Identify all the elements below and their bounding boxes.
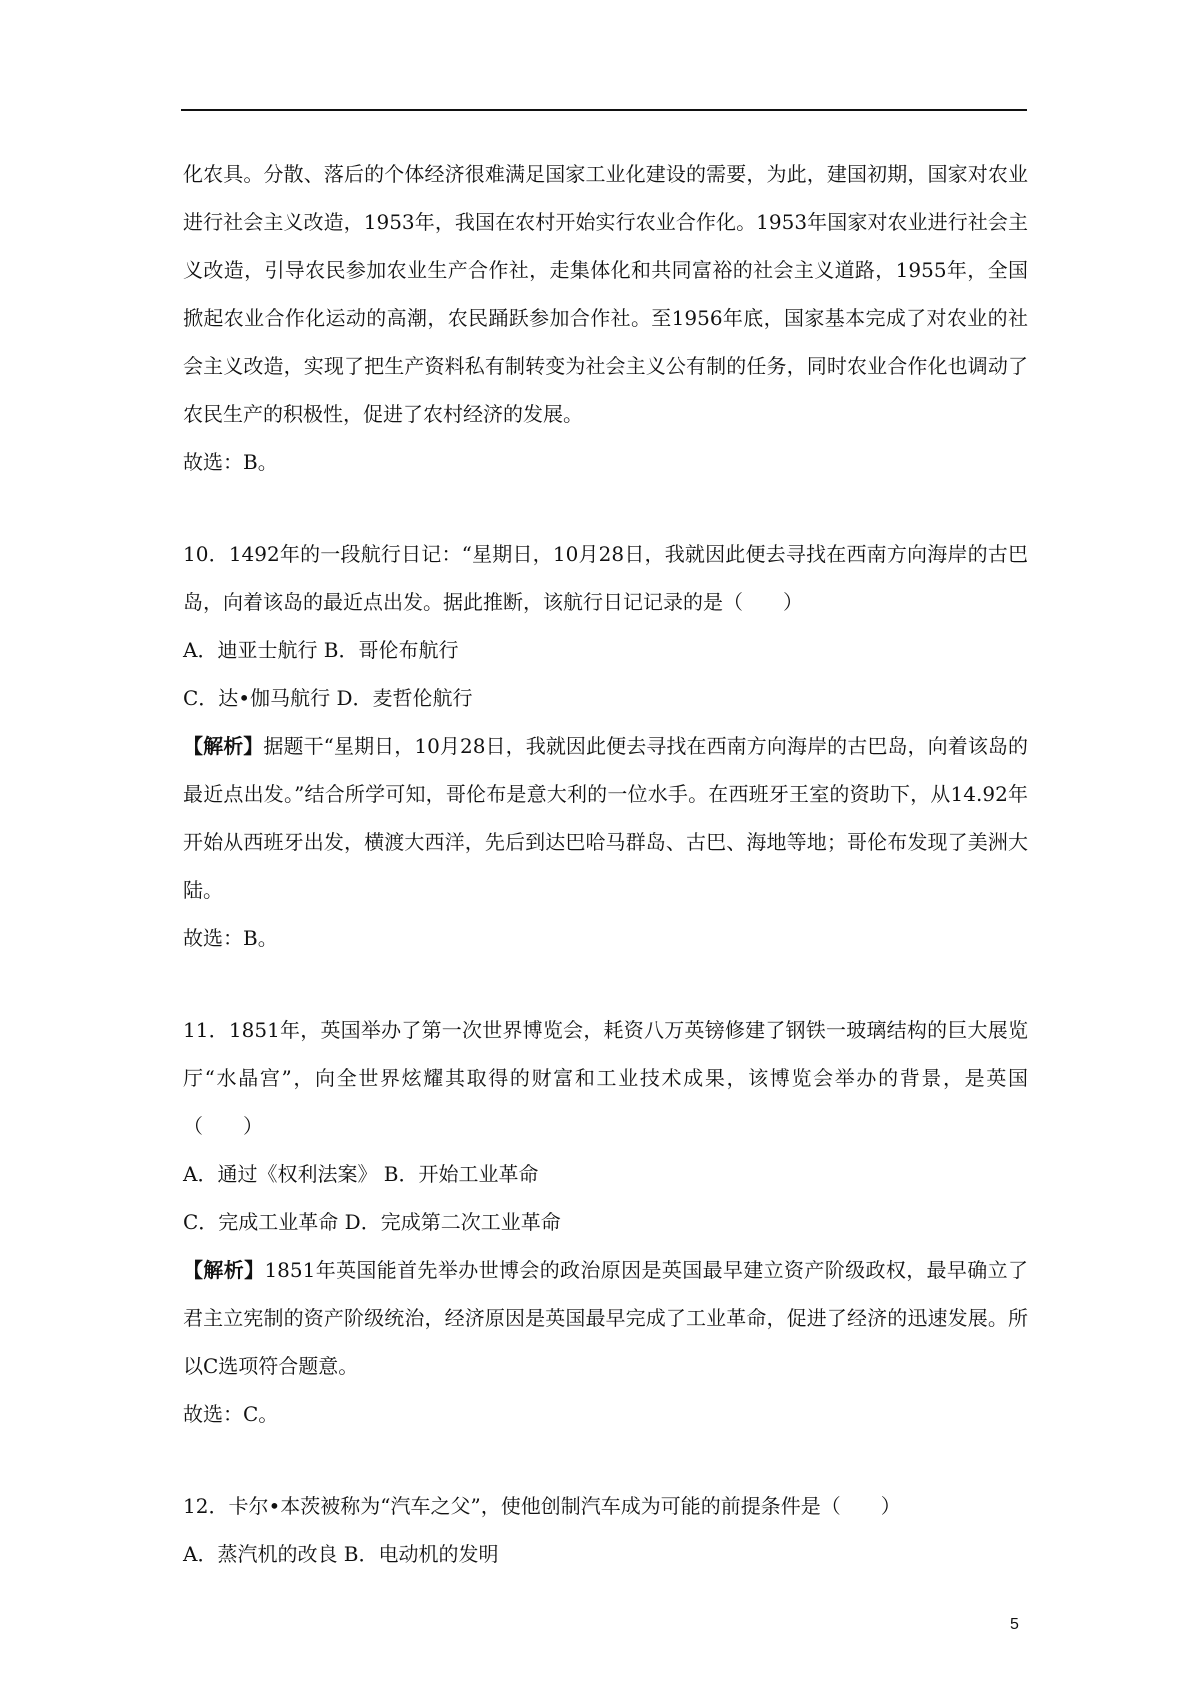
- q12-options-ab: A．蒸汽机的改良 B．电动机的发明: [183, 1542, 499, 1566]
- q10-analysis: [183, 722, 1028, 914]
- q11-stem: 11．1851年，英国举办了第一次世界博览会，耗资八万英镑修建了钢铁一玻璃结构的巨大展览厅“水晶宫”，向全世界炫耀其取得的财富和工业技术成果，该博览会举办的背景，是英国（ ）: [183, 1018, 1028, 1138]
- q9-analysis-continued: 化农具。分散、落后的个体经济很难满足国家工业化建设的需要，为此，建国初期，国家对农业进行社会主义改造，1953年，我国在农村开始实行农业合作化。1953年国家对农业进行社会主义改造，引导农民参加农业生产合作社，走集体化和共同富裕的社会主义道路，1955年，全国掀起农业合作化运动的高潮，农民踊跃参加合作社。至1956年底，国家基本完成了对农业的社会主义改造，实现了把生产资料私有制转变为社会主义公有制的任务，同时农业合作化也调动了农民生产的积极性，促进了农村经济的发展。: [183, 162, 1028, 426]
- q11-options-cd: C．完成工业革命 D．完成第二次工业革命: [183, 1210, 561, 1234]
- q11-analysis: [183, 1246, 1028, 1390]
- page-number: 5: [1010, 1616, 1019, 1633]
- spacer: [183, 1438, 1028, 1482]
- q10-analysis-text: 据题干“星期日，10月28日，我就因此便去寻找在西南方向海岸的古巴岛，向着该岛的最近点出发。”结合所学可知，哥伦布是意大利的一位水手。在西班牙王室的资助下，从14.92年开始从西班牙出发，横渡大西洋，先后到达巴哈马群岛、古巴、海地等地；哥伦布发现了美洲大陆。: [183, 734, 1029, 902]
- page-content: [183, 150, 1028, 1578]
- q10-options-cd: C．达•伽马航行 D．麦哲伦航行: [183, 686, 473, 710]
- q10-stem: 10．1492年的一段航行日记：“星期日，10月28日，我就因此便去寻找在西南方向海岸的古巴岛，向着该岛的最近点出发。据此推断，该航行日记记录的是（ ）: [183, 542, 1028, 614]
- q11-answer: 故选：C。: [183, 1402, 279, 1426]
- q9-answer: 故选：B。: [183, 450, 278, 474]
- q10-answer: 故选：B。: [183, 926, 278, 950]
- question-11: [183, 1006, 1028, 1438]
- question-12: [183, 1482, 1028, 1578]
- q10-options-ab: A．迪亚士航行 B．哥伦布航行: [183, 638, 459, 662]
- spacer: [183, 486, 1028, 530]
- analysis-label: 【解析】: [183, 734, 264, 758]
- header-rule: [181, 109, 1027, 111]
- q11-options-ab: A．通过《权利法案》 B．开始工业革命: [183, 1162, 539, 1186]
- analysis-label: 【解析】: [183, 1258, 265, 1282]
- question-10: [183, 530, 1028, 962]
- q12-stem: 12．卡尔•本茨被称为“汽车之父”，使他创制汽车成为可能的前提条件是（ ）: [183, 1494, 901, 1518]
- q11-analysis-text: 1851年英国能首先举办世博会的政治原因是英国最早建立资产阶级政权，最早确立了君主立宪制的资产阶级统治，经济原因是英国最早完成了工业革命，促进了经济的迅速发展。所以C选项符合题意。: [183, 1258, 1028, 1378]
- spacer: [183, 962, 1028, 1006]
